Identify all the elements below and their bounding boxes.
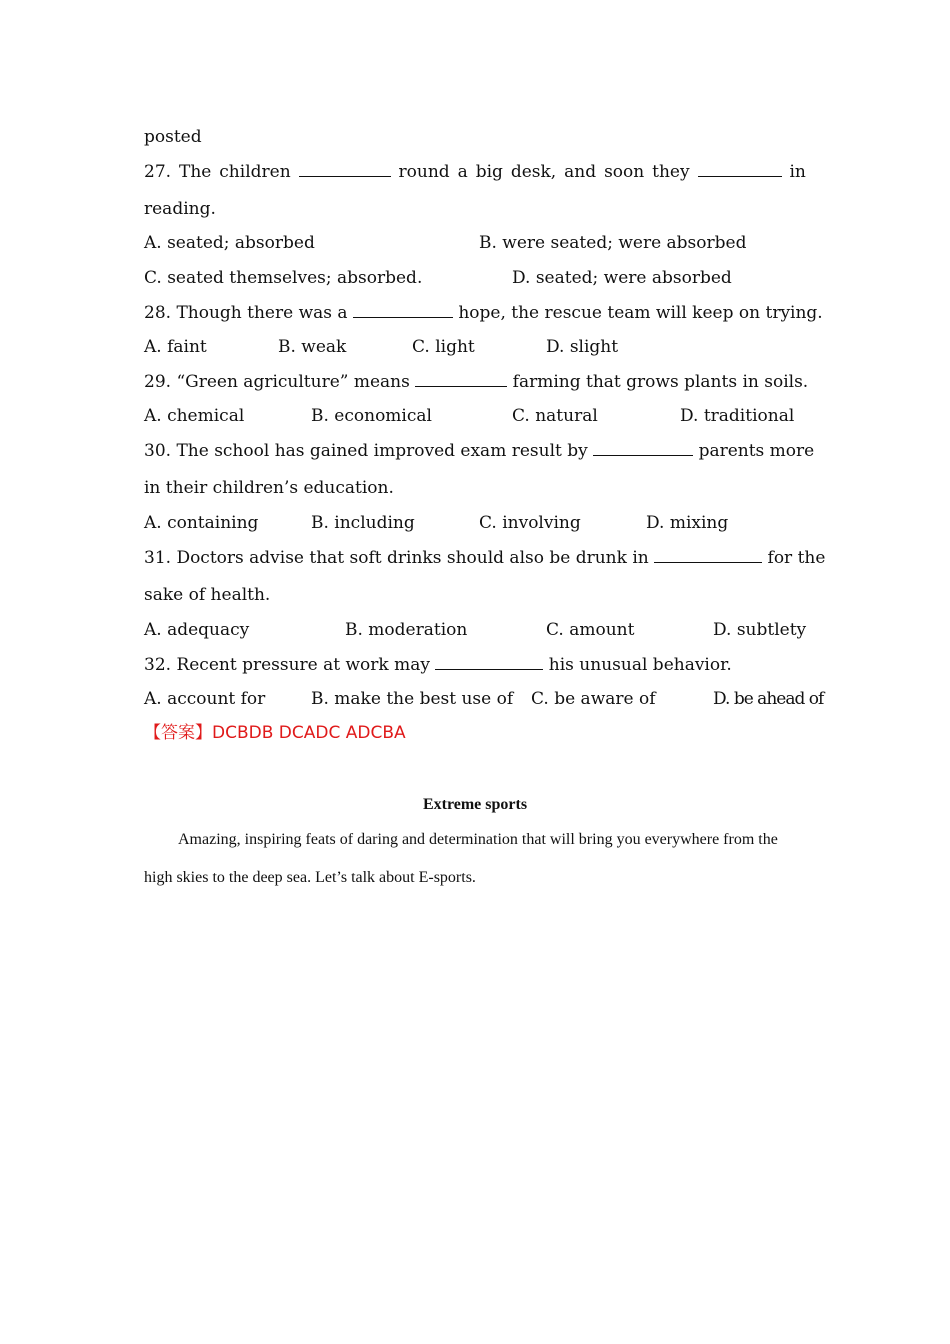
q27-word: big <box>475 162 503 182</box>
question-27-line-2: reading. <box>144 199 216 219</box>
q27-word: children <box>219 162 291 182</box>
q31-option-d: D. subtlety <box>713 620 807 640</box>
q28-option-b: B. weak <box>278 337 347 357</box>
section-title: Extreme sports <box>422 796 528 813</box>
q29-option-c: C. natural <box>512 406 598 426</box>
question-31-line-2: sake of health. <box>144 585 271 605</box>
q27-word: desk, <box>510 162 557 182</box>
q27-word: a <box>457 162 468 182</box>
q27-word: they <box>652 162 690 182</box>
question-31 <box>144 548 826 568</box>
q29-text-after: farming that grows plants in soils. <box>512 372 809 392</box>
q30-text-before: 30. The school has gained improved exam result by <box>144 441 588 461</box>
q30-option-c: C. involving <box>479 513 581 533</box>
q27-option-d: D. seated; were absorbed <box>512 268 732 288</box>
q32-text-after: his unusual behavior. <box>548 655 732 675</box>
q27-blank-2 <box>698 162 782 177</box>
q27-option-c: C. seated themselves; absorbed. <box>144 268 423 288</box>
q28-text-before: 28. Though there was a <box>144 303 348 323</box>
q27-option-b: B. were seated; were absorbed <box>479 233 747 253</box>
q30-blank <box>593 441 693 456</box>
q28-option-a: A. faint <box>144 337 207 357</box>
q31-option-a: A. adequacy <box>144 620 250 640</box>
question-27 <box>144 162 806 182</box>
question-32 <box>144 655 806 675</box>
q27-word: The <box>178 162 212 182</box>
q29-blank <box>415 372 507 387</box>
q27-word: soon <box>604 162 645 182</box>
paragraph-line-1: Amazing, inspiring feats of daring and determination that will bring you everywhere from the <box>178 831 778 848</box>
q30-option-a: A. containing <box>144 513 259 533</box>
q32-text-before: 32. Recent pressure at work may <box>144 655 430 675</box>
q31-option-c: C. amount <box>546 620 635 640</box>
q29-option-b: B. economical <box>311 406 432 426</box>
q27-word: and <box>564 162 597 182</box>
q31-text-after: for the <box>767 548 826 568</box>
q32-option-a: A. account for <box>144 689 266 709</box>
q27-option-a: A. seated; absorbed <box>144 233 315 253</box>
question-28 <box>144 303 823 323</box>
question-30-line-2: in their children’s education. <box>144 478 394 498</box>
q32-option-c: C. be aware of <box>531 689 656 709</box>
q28-text-after: hope, the rescue team will keep on trying. <box>458 303 823 323</box>
q32-option-b: B. make the best use of <box>311 689 514 709</box>
q32-blank <box>435 655 543 670</box>
q27-word: in <box>789 162 806 182</box>
q28-blank <box>353 303 453 318</box>
q32-option-d: D. be ahead of <box>713 689 824 709</box>
q29-option-d: D. traditional <box>680 406 795 426</box>
q31-option-b: B. moderation <box>345 620 468 640</box>
question-29 <box>144 372 809 392</box>
q31-text-before: 31. Doctors advise that soft drinks should also be drunk in <box>144 548 649 568</box>
q29-text-before: 29. “Green agriculture” means <box>144 372 410 392</box>
answer-key: 【答案】DCBDB DCADC ADCBA <box>144 723 406 743</box>
q27-blank-1 <box>299 162 391 177</box>
q30-text-after: parents more <box>698 441 815 461</box>
q28-option-d: D. slight <box>546 337 619 357</box>
q27-word: 27. <box>144 162 172 182</box>
q31-blank <box>654 548 762 563</box>
paragraph-line-2: high skies to the deep sea. Let’s talk about E-sports. <box>144 869 476 886</box>
q28-option-c: C. light <box>412 337 475 357</box>
q30-option-b: B. including <box>311 513 415 533</box>
q29-option-a: A. chemical <box>144 406 245 426</box>
q27-word: round <box>398 162 450 182</box>
previous-question-tail: posted <box>144 127 202 147</box>
q30-option-d: D. mixing <box>646 513 729 533</box>
question-30 <box>144 441 815 461</box>
